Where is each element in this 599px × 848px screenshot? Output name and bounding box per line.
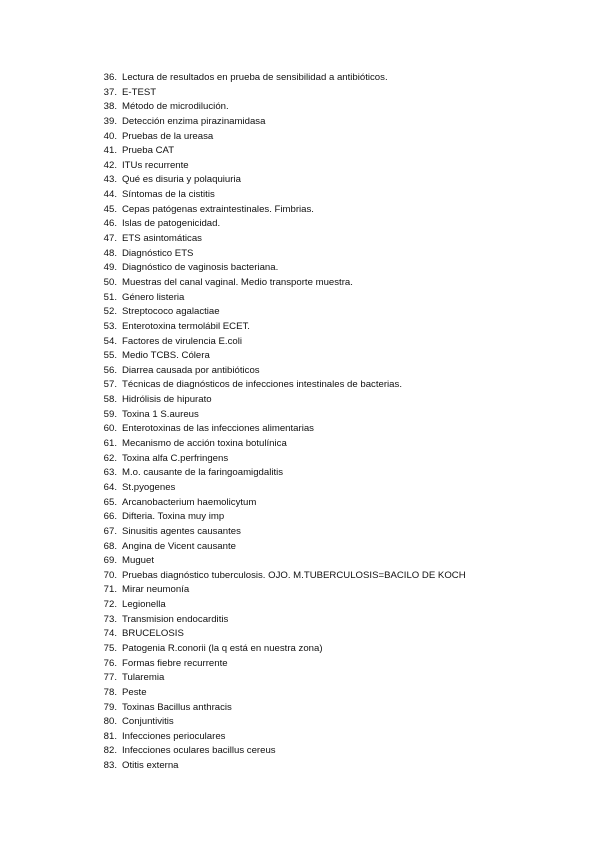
list-item-number: 81.: [103, 730, 117, 742]
list-item: [0, 554, 599, 569]
list-item-number: 82.: [103, 745, 117, 757]
list-item: [0, 686, 599, 701]
list-item-text: Diagnóstico ETS: [122, 247, 194, 259]
list-item: [0, 144, 599, 159]
list-item-text: Pruebas diagnóstico tuberculosis. OJO. M.TUBERCULOSIS=BACILO DE KOCH: [122, 569, 466, 581]
list-item-text: Toxina 1 S.aureus: [122, 408, 199, 420]
list-item-text: Síntomas de la cistitis: [122, 189, 215, 201]
list-item-text: Cepas patógenas extraintestinales. Fimbrias.: [122, 203, 314, 215]
list-item-number: 44.: [103, 189, 117, 201]
list-item-text: Enterotoxinas de las infecciones alimentarias: [122, 423, 314, 435]
list-item-number: 68.: [103, 540, 117, 552]
list-item-number: 56.: [103, 364, 117, 376]
list-item-text: Género listeria: [122, 291, 185, 303]
list-item: [0, 408, 599, 423]
list-item: [0, 130, 599, 145]
list-item: [0, 188, 599, 203]
list-item: [0, 203, 599, 218]
list-item: [0, 598, 599, 613]
list-item: [0, 730, 599, 745]
list-item-text: Prueba CAT: [122, 145, 175, 157]
list-item-number: 63.: [103, 467, 117, 479]
list-item-text: Streptococo agalactiae: [122, 306, 220, 318]
list-item-number: 69.: [103, 555, 117, 567]
list-item: [0, 657, 599, 672]
list-item: [0, 247, 599, 262]
list-item: [0, 71, 599, 86]
list-item-number: 52.: [103, 306, 117, 318]
list-item: [0, 613, 599, 628]
list-item: [0, 364, 599, 379]
list-item-number: 51.: [103, 291, 117, 303]
list-item-number: 64.: [103, 481, 117, 493]
list-item-number: 36.: [103, 72, 117, 83]
list-item-number: 74.: [103, 628, 117, 640]
list-item: [0, 569, 599, 584]
list-item-text: BRUCELOSIS: [122, 628, 184, 640]
list-item-text: Técnicas de diagnósticos de infecciones intestinales de bacterias.: [122, 379, 402, 391]
list-item-number: 67.: [103, 525, 117, 537]
list-item-text: Formas fiebre recurrente: [122, 657, 228, 669]
list-item-text: Toxina alfa C.perfringens: [122, 452, 229, 464]
list-item: [0, 217, 599, 232]
list-item: [0, 261, 599, 276]
list-item-number: 61.: [103, 438, 117, 450]
list-item-text: Lectura de resultados en prueba de sensibilidad a antibióticos.: [122, 72, 388, 83]
list-item-text: Método de microdilución.: [122, 101, 229, 113]
list-item-number: 49.: [103, 262, 117, 274]
list-item: [0, 437, 599, 452]
list-item: [0, 86, 599, 101]
list-item-number: 57.: [103, 379, 117, 391]
list-item: [0, 232, 599, 247]
list-item: [0, 320, 599, 335]
list-item: [0, 583, 599, 598]
list-item-number: 40.: [103, 130, 117, 142]
list-item: [0, 305, 599, 320]
list-item-number: 75.: [103, 642, 117, 654]
list-item: [0, 335, 599, 350]
list-item-number: 54.: [103, 335, 117, 347]
list-item-text: Muguet: [122, 555, 154, 567]
list-item-text: Factores de virulencia E.coli: [122, 335, 242, 347]
list-item: [0, 627, 599, 642]
list-item: [0, 422, 599, 437]
list-item-number: 59.: [103, 408, 117, 420]
list-item-text: Difteria. Toxina muy imp: [122, 511, 225, 523]
list-item-number: 50.: [103, 276, 117, 288]
list-item-text: St.pyogenes: [122, 481, 176, 493]
list-item-number: 76.: [103, 657, 117, 669]
list-item: [0, 100, 599, 115]
list-item-number: 37.: [103, 86, 117, 98]
list-item: [0, 276, 599, 291]
list-item: [0, 349, 599, 364]
list-item-number: 71.: [103, 584, 117, 596]
list-item: [0, 510, 599, 525]
list-item-number: 43.: [103, 174, 117, 186]
list-item-text: Infecciones perioculares: [122, 730, 226, 742]
list-item-number: 65.: [103, 496, 117, 508]
list-item: [0, 540, 599, 555]
list-item-text: Detección enzima pirazinamidasa: [122, 115, 266, 127]
list-item: [0, 393, 599, 408]
list-item-number: 53.: [103, 320, 117, 332]
list-item-number: 39.: [103, 115, 117, 127]
list-item-number: 66.: [103, 511, 117, 523]
list-item-text: Legionella: [122, 599, 166, 611]
list-item: [0, 759, 599, 774]
list-item-text: Diagnóstico de vaginosis bacteriana.: [122, 262, 279, 274]
topic-list: [0, 71, 599, 774]
list-item: [0, 378, 599, 393]
list-item-text: Patogenia R.conorii (la q está en nuestra zona): [122, 642, 323, 654]
list-item: [0, 715, 599, 730]
list-item: [0, 496, 599, 511]
list-item-number: 78.: [103, 686, 117, 698]
list-item-number: 80.: [103, 716, 117, 728]
list-item-text: Tularemia: [122, 672, 165, 684]
list-item: [0, 701, 599, 716]
list-item-text: Pruebas de la ureasa: [122, 130, 214, 142]
list-item: [0, 671, 599, 686]
list-item-number: 77.: [103, 672, 117, 684]
list-item-text: ETS asintomáticas: [122, 233, 202, 245]
list-item-number: 41.: [103, 145, 117, 157]
list-item-text: Angina de Vicent causante: [122, 540, 236, 552]
list-item-text: Infecciones oculares bacillus cereus: [122, 745, 276, 757]
list-item: [0, 173, 599, 188]
list-item-text: ITUs recurrente: [122, 159, 189, 171]
list-item-number: 38.: [103, 101, 117, 113]
list-item: [0, 159, 599, 174]
list-item-text: Otitis externa: [122, 760, 179, 772]
list-item-text: Muestras del canal vaginal. Medio transporte muestra.: [122, 276, 353, 288]
list-item-text: Toxinas Bacillus anthracis: [122, 701, 232, 713]
list-item-number: 47.: [103, 233, 117, 245]
list-item-text: Hidrólisis de hipurato: [122, 394, 212, 406]
list-item-number: 83.: [103, 760, 117, 772]
list-item-text: Sinusitis agentes causantes: [122, 525, 241, 537]
list-item-number: 55.: [103, 350, 117, 362]
list-item-text: Arcanobacterium haemolicytum: [122, 496, 257, 508]
list-item-text: Peste: [122, 686, 147, 698]
list-item-text: Diarrea causada por antibióticos: [122, 364, 260, 376]
list-item-number: 79.: [103, 701, 117, 713]
list-item-text: Conjuntivitis: [122, 716, 174, 728]
list-item-text: E-TEST: [122, 86, 157, 98]
list-item: [0, 291, 599, 306]
list-item: [0, 452, 599, 467]
list-item: [0, 744, 599, 759]
list-item: [0, 466, 599, 481]
list-item-number: 48.: [103, 247, 117, 259]
list-item-text: M.o. causante de la faringoamigdalitis: [122, 467, 284, 479]
list-item-number: 72.: [103, 599, 117, 611]
list-item-number: 45.: [103, 203, 117, 215]
list-item-number: 70.: [103, 569, 117, 581]
list-item-text: Islas de patogenicidad.: [122, 218, 221, 230]
list-item-text: Mecanismo de acción toxina botulínica: [122, 438, 287, 450]
list-item-text: Transmision endocarditis: [122, 613, 229, 625]
list-item-number: 73.: [103, 613, 117, 625]
list-item-number: 58.: [103, 394, 117, 406]
list-item-text: Enterotoxina termolábil ECET.: [122, 320, 250, 332]
list-item-text: Medio TCBS. Cólera: [122, 350, 210, 362]
list-item-text: Qué es disuria y polaquiuria: [122, 174, 241, 186]
list-item: [0, 115, 599, 130]
list-item-text: Mirar neumonía: [122, 584, 190, 596]
list-item-number: 46.: [103, 218, 117, 230]
list-item: [0, 481, 599, 496]
list-item-number: 62.: [103, 452, 117, 464]
list-item-number: 42.: [103, 159, 117, 171]
list-item: [0, 525, 599, 540]
list-item: [0, 642, 599, 657]
list-item-number: 60.: [103, 423, 117, 435]
